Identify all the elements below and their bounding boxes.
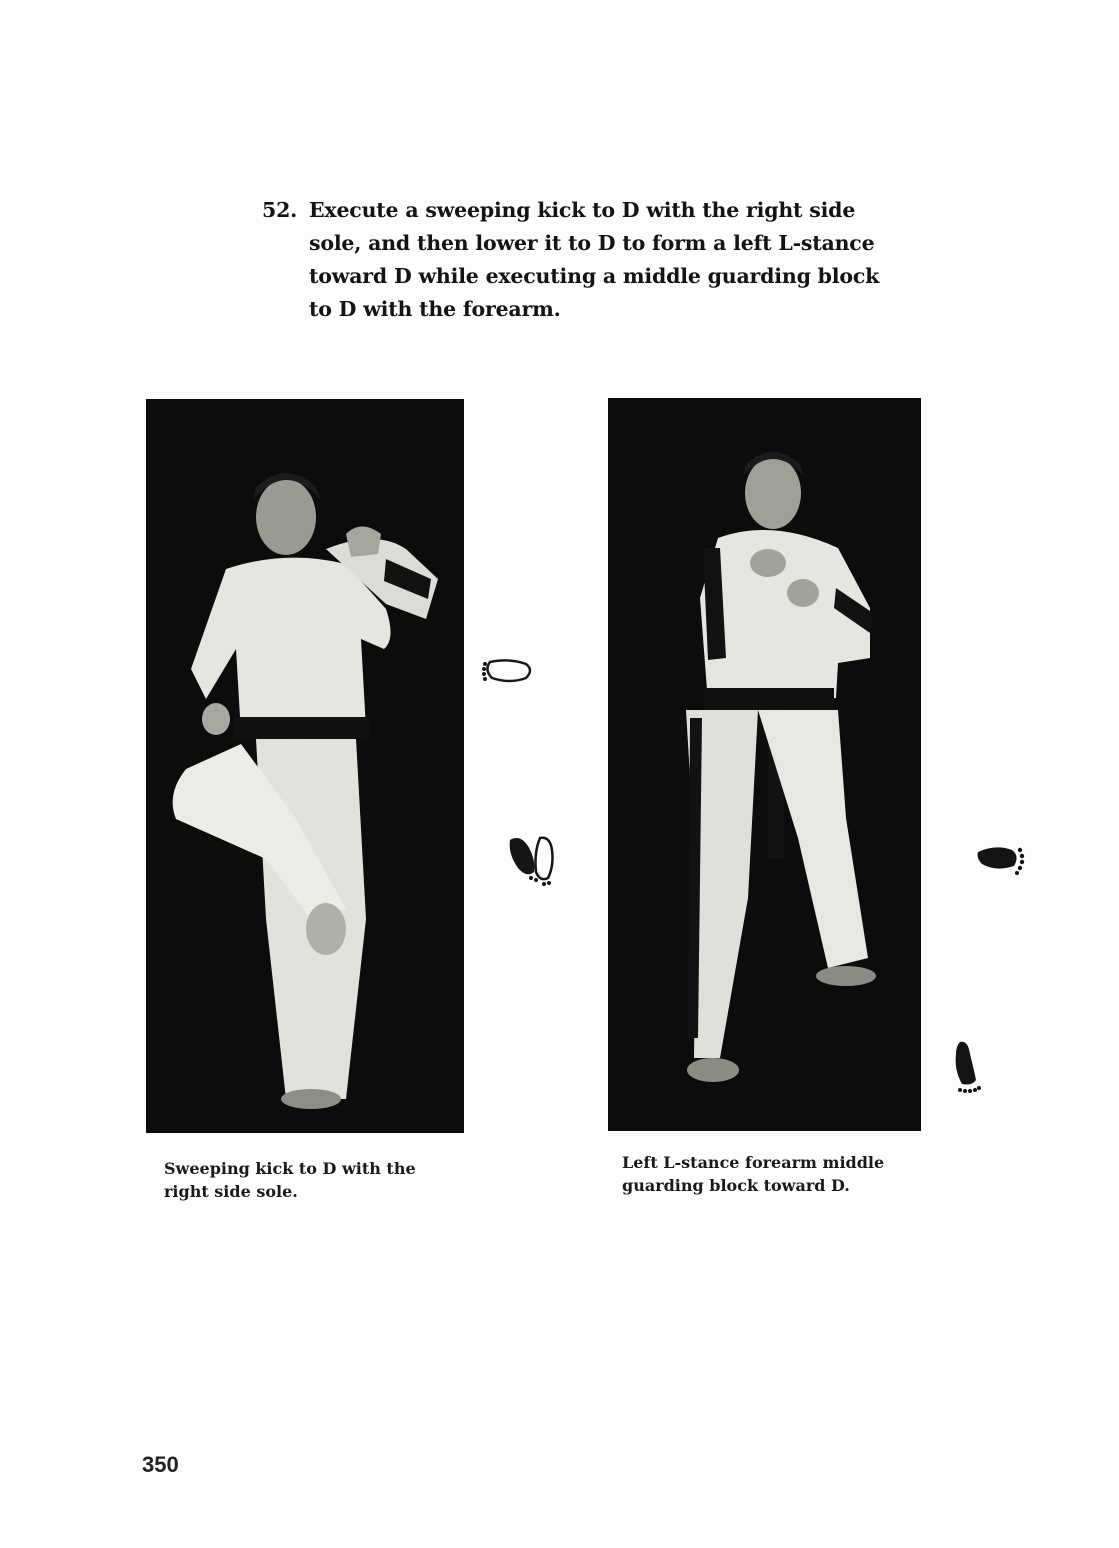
footprints-pair-icon bbox=[506, 832, 560, 890]
caption-right-line1: Left L-stance forearm middle bbox=[622, 1153, 885, 1172]
footprint-icon bbox=[976, 842, 1028, 876]
caption-left bbox=[164, 1157, 464, 1203]
caption-right-line2: guarding block toward D. bbox=[622, 1176, 850, 1195]
step-text: Execute a sweeping kick to D with the right side sole, and then lower it to D to form a left L-stance toward D while executing a middle guarding block to D with the forearm. bbox=[309, 198, 880, 321]
step-number: 52. bbox=[262, 198, 298, 222]
footprint-outline-icon bbox=[480, 656, 536, 686]
martial-artist-stance-figure bbox=[608, 398, 921, 1131]
step-instruction bbox=[262, 194, 902, 326]
page-number: 350 bbox=[142, 1452, 179, 1477]
footprint-icon bbox=[950, 1040, 984, 1094]
photo-l-stance-block bbox=[608, 398, 921, 1131]
caption-right bbox=[622, 1151, 922, 1197]
caption-left-line1: Sweeping kick to D with the bbox=[164, 1159, 416, 1178]
photo-sweeping-kick bbox=[146, 399, 464, 1133]
martial-artist-kick-figure bbox=[146, 399, 464, 1133]
caption-left-line2: right side sole. bbox=[164, 1182, 298, 1201]
